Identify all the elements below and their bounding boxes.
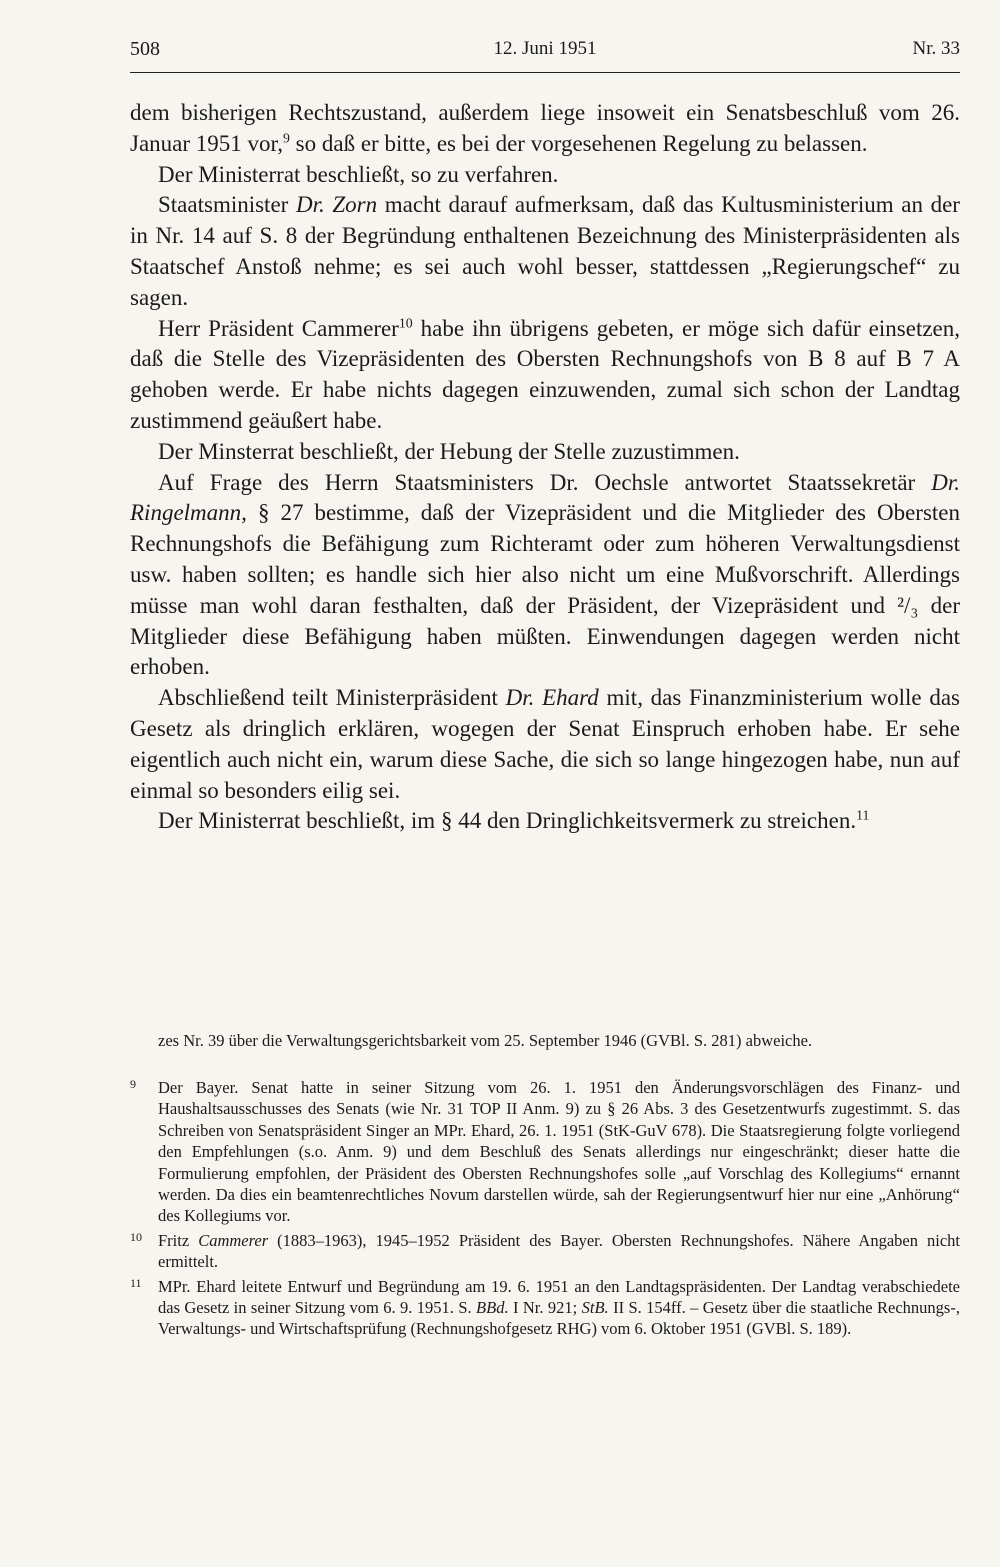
paragraph: Staatsminister Dr. Zorn macht darauf aufmerksam, daß das Kultusministerium an der in Nr. 14 auf S. 8 der Begründung enthaltenen Bezeichnung des Ministerpräsidenten als Staatschef Anstoß nehme; es sei auch wohl besser, stattdessen „Regierungschef“ zu sagen. bbox=[130, 192, 960, 310]
footnote-number: 11 bbox=[130, 1275, 142, 1290]
running-header bbox=[130, 38, 960, 73]
paragraph: Herr Präsident Cammerer$^{10}$ habe ihn übrigens gebeten, er möge sich dafür einsetzen, daß die Stelle des Vizepräsidenten des Obersten Rechnungshofs von B 8 auf B 7 A gehoben werde. Er habe nichts dagegen einzuwenden, zumal sich schon der Landtag zustimmend geäußert habe. bbox=[130, 314, 960, 433]
footnote-continuation: zes Nr. 39 über die Verwaltungsgerichtsbarkeit vom 25. September 1946 (GVBl. S. 281) abweiche. bbox=[158, 1031, 813, 1050]
paragraph: Der Ministerrat beschließt, so zu verfahren. bbox=[158, 161, 559, 187]
page-number: 508 bbox=[130, 38, 160, 60]
footnote-9: 9 Der Bayer. Senat hatte in seiner Sitzung vom 26. 1. 1951 den Änderungsvorschlägen des Finanz- und Haushaltsausschusses des Senats (wie Nr. 31 TOP II Anm. 9) zu § 26 Abs. 3 des Gesetzentwurfs zugestimmt. S. das Schreiben von Senatspräsident Singer an MPr. Ehard, 26. 1. 1951 (StK-GuV 678). Die Staatsregierung folgte vorliegend den Empfehlungen (s.o. Anm. 9) und dem Beschluß des Senats allerdings nur eingeschränkt; dieser hatte die Formulierung empfohlen, der Präsident des Obersten Rechnungshofes solle „auf Vorschlag des Kollegiums“ ernannt werden. Da dies ein beamtenrechtliches Novum darstellen würde, sah der Regierungsentwurf hier nur eine „Anhörung“ des Kollegiums vor. bbox=[130, 1077, 960, 1227]
person-name: Dr. Ehard bbox=[505, 685, 599, 711]
paragraph: Der Ministerrat beschließt, im § 44 den Dringlichkeitsvermerk zu streichen.$^{11}$ bbox=[158, 807, 870, 834]
footnote-ref[interactable]: 9 bbox=[283, 130, 290, 146]
header-issue: Nr. 33 bbox=[912, 38, 960, 59]
paragraph: Abschließend teilt Ministerpräsident Dr. Ehard mit, das Finanzministerium wolle das Gesetz als dringlich erklären, wogegen der Senat Einspruch erhoben habe. Er sehe eigentlich auch nicht ein, warum diese Sache, die sich so lange hingezogen habe, nun auf einmal so besonders eilig sei. bbox=[130, 685, 960, 803]
footnote-10: 10 Fritz Cammerer (1883–1963), 1945–1952 Präsident des Bayer. Obersten Rechnungshofes. Nähere Angaben nicht ermittelt. bbox=[130, 1230, 960, 1273]
main-text bbox=[130, 98, 960, 837]
footnote-ref[interactable]: 11 bbox=[856, 807, 870, 823]
paragraph: dem bisherigen Rechtszustand, außerdem liege insoweit ein Senatsbeschluß vom 26. Januar 1951 vor,$^9$ so daß er bitte, es bei der vorgesehenen Regelung zu belassen. bbox=[130, 100, 960, 156]
footnote-number: 10 bbox=[130, 1229, 142, 1244]
person-name: Dr. Ringelmann, bbox=[130, 469, 960, 526]
footnote-11: 11 MPr. Ehard leitete Entwurf und Begründung am 19. 6. 1951 an den Landtagspräsidenten. Der Landtag verabschiedete das Gesetz in seiner Sitzung vom 6. 9. 1951. S. BBd. I Nr. 921; StB. II S. 154ff. – Gesetz über die staatliche Rechnungs-, Verwaltungs- und Wirtschaftsprüfung (Rechnungshofgesetz RHG) vom 6. Oktober 1951 (GVBl. S. 189). bbox=[130, 1276, 960, 1340]
footnote-number: 9 bbox=[130, 1077, 136, 1091]
paragraph: Auf Frage des Herrn Staatsministers Dr. Oechsle antwortet Staatssekretär Dr. Ringelmann, § 27 bestimme, daß der Vizepräsident und die Mitglieder des Obersten Rechnungshofs die Befähigung zum Richteramt oder zum höheren Verwaltungsdienst usw. haben sollten; es handle sich hier also nicht um eine Mußvorschrift. Allerdings müsse man wohl daran festhalten, daß der Präsident, der Vizepräsident und ²/₃ der Mitglieder diese Befähigung haben müßten. Einwendungen dagegen werden nicht erhoben. bbox=[130, 469, 960, 680]
person-name: Dr. Zorn bbox=[295, 192, 378, 218]
footnotes bbox=[130, 1077, 960, 1343]
header-date: 12. Juni 1951 bbox=[493, 38, 597, 59]
footnote-ref[interactable]: 10 bbox=[398, 314, 413, 330]
paragraph: Der Minsterrat beschließt, der Hebung der Stelle zuzustimmen. bbox=[158, 438, 740, 464]
